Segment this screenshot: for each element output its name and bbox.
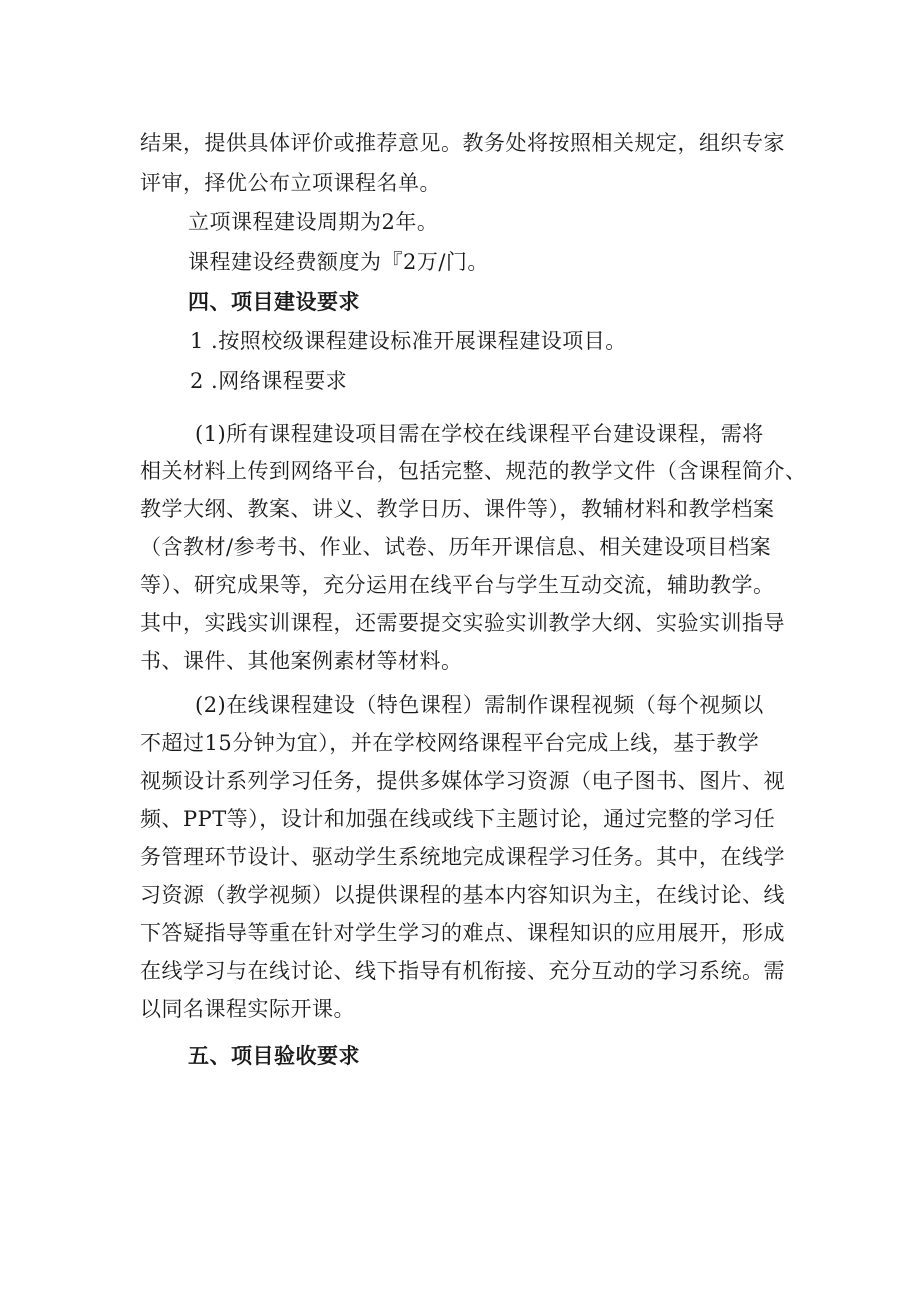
paragraph-2-line: 不超过15分钟为宜），并在学校网络课程平台完成上线，基于教学 — [140, 731, 760, 755]
text-line: 评审，择优公布立项课程名单。 — [140, 171, 441, 195]
text-line: 课程建设经费额度为『2万/门。 — [188, 250, 489, 274]
paragraph-2-line: 习资源（教学视频）以提供课程的基本内容知识为主，在线讨论、线 — [140, 883, 785, 907]
text-line: 立项课程建设周期为2年。 — [188, 210, 439, 234]
paragraph-1-line: 其中，实践实训课程，还需要提交实验实训教学大纲、实验实训指导 — [140, 611, 785, 635]
text-line: 1 .按照校级课程建设标准开展课程建设项目。 — [190, 329, 627, 353]
paragraph-2-line: 下答疑指导等重在针对学生学习的难点、课程知识的应用展开，形成 — [140, 921, 785, 945]
paragraph-2-line: 以同名课程实际开课。 — [140, 997, 355, 1021]
paragraph-1-line: (1)所有课程建设项目需在学校在线课程平台建设课程，需将 — [195, 422, 764, 446]
section-heading-4: 四、项目建设要求 — [188, 290, 360, 314]
paragraph-2-line: 务管理环节设计、驱动学生系统地完成课程学习任务。其中，在线学 — [140, 845, 785, 869]
paragraph-1-line: 书、课件、其他案例素材等材料。 — [140, 649, 463, 673]
paragraph-2-line: 在线学习与在线讨论、线下指导有机衔接、充分互动的学习系统。需 — [140, 959, 785, 983]
text-line: 2 .网络课程要求 — [190, 369, 348, 393]
paragraph-1-line: 相关材料上传到网络平台，包括完整、规范的教学文件（含课程简介、 — [140, 459, 807, 483]
paragraph-2-line: 频、PPT等），设计和加强在线或线下主题讨论，通过完整的学习任 — [140, 807, 776, 831]
paragraph-1-line: 等）、研究成果等，充分运用在线平台与学生互动交流，辅助教学。 — [140, 573, 775, 597]
paragraph-2-line: (2)在线课程建设（特色课程）需制作课程视频（每个视频以 — [195, 693, 764, 717]
paragraph-1-line: （含教材/参考书、作业、试卷、历年开课信息、相关建设项目档案 — [140, 535, 772, 559]
paragraph-1-line: 教学大纲、教案、讲义、教学日历、课件等），教辅材料和教学档案 — [140, 497, 775, 521]
paragraph-2-line: 视频设计系列学习任务，提供多媒体学习资源（电子图书、图片、视 — [140, 769, 785, 793]
text-line: 结果，提供具体评价或推荐意见。教务处将按照相关规定，组织专家 — [140, 131, 785, 155]
section-heading-5: 五、项目验收要求 — [188, 1044, 360, 1068]
